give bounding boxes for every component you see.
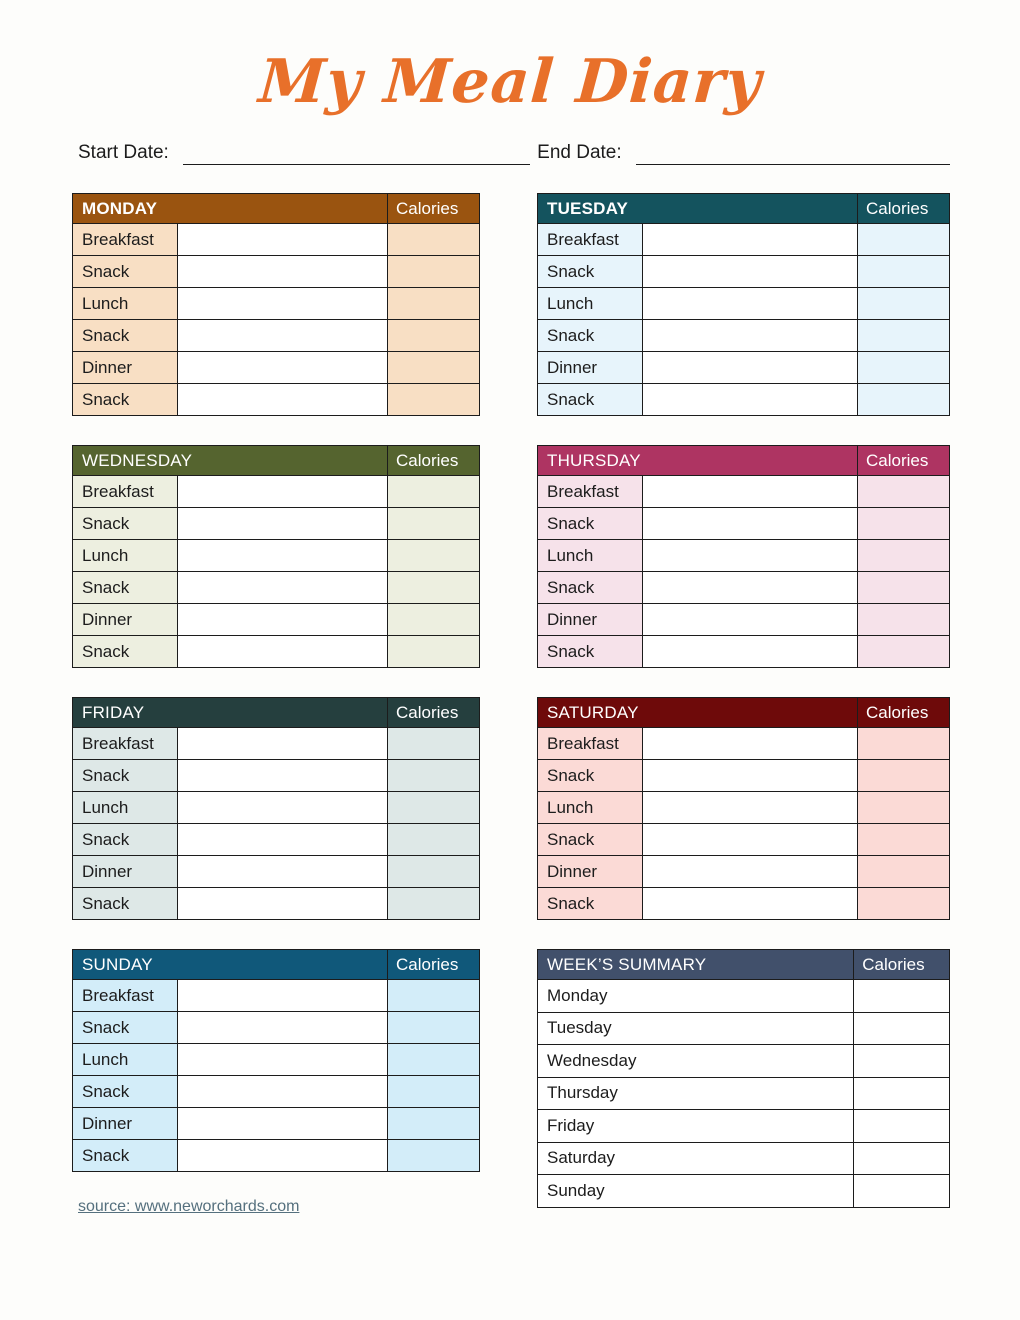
table-header-row xyxy=(73,698,480,728)
page-title: My Meal Diary xyxy=(256,47,764,117)
meal-entry-input[interactable] xyxy=(178,728,388,760)
day-table-sunday xyxy=(72,949,480,1172)
meal-label: Lunch xyxy=(73,792,178,824)
meal-entry-input[interactable] xyxy=(643,792,858,824)
day-table-monday xyxy=(72,193,480,416)
meal-calories-input[interactable] xyxy=(388,604,480,636)
meal-calories-input[interactable] xyxy=(858,384,950,416)
table-header-row xyxy=(538,698,950,728)
end-date-field[interactable] xyxy=(537,142,950,165)
meal-row xyxy=(73,888,480,920)
meal-row xyxy=(73,636,480,668)
day-name-header: TUESDAY xyxy=(538,194,858,224)
table-header-row xyxy=(73,950,480,980)
meal-label: Snack xyxy=(73,384,178,416)
summary-row xyxy=(538,1077,950,1110)
meal-entry-input[interactable] xyxy=(178,476,388,508)
meal-label: Snack xyxy=(538,760,643,792)
meal-calories-input[interactable] xyxy=(388,980,480,1012)
day-name-header: SUNDAY xyxy=(73,950,388,980)
meal-entry-input[interactable] xyxy=(178,980,388,1012)
meal-calories-input[interactable] xyxy=(388,540,480,572)
meal-calories-input[interactable] xyxy=(858,604,950,636)
day-table-friday xyxy=(72,697,480,920)
summary-row xyxy=(538,980,950,1013)
meal-row xyxy=(538,288,950,320)
summary-row xyxy=(538,1110,950,1143)
meal-label: Snack xyxy=(73,572,178,604)
summary-calories-input[interactable] xyxy=(854,1045,950,1078)
meal-calories-input[interactable] xyxy=(388,856,480,888)
summary-title-header: WEEK’S SUMMARY xyxy=(538,950,854,980)
meal-row xyxy=(538,856,950,888)
meal-label: Lunch xyxy=(73,540,178,572)
summary-row xyxy=(538,1012,950,1045)
meal-entry-input[interactable] xyxy=(178,760,388,792)
meal-row xyxy=(538,508,950,540)
meal-row xyxy=(538,476,950,508)
meal-row xyxy=(538,888,950,920)
meal-entry-input[interactable] xyxy=(178,888,388,920)
meal-row xyxy=(73,572,480,604)
meal-calories-input[interactable] xyxy=(858,856,950,888)
meal-entry-input[interactable] xyxy=(178,540,388,572)
meal-calories-input[interactable] xyxy=(388,1012,480,1044)
meal-calories-input[interactable] xyxy=(858,888,950,920)
meal-row xyxy=(73,1076,480,1108)
meal-label: Dinner xyxy=(73,604,178,636)
start-date-input[interactable] xyxy=(183,146,530,165)
calories-header: Calories xyxy=(388,446,480,476)
meal-entry-input[interactable] xyxy=(178,604,388,636)
meal-label: Lunch xyxy=(538,540,643,572)
summary-day-label: Thursday xyxy=(538,1077,854,1110)
meal-calories-input[interactable] xyxy=(858,792,950,824)
meal-entry-input[interactable] xyxy=(643,856,858,888)
meal-entry-input[interactable] xyxy=(643,224,858,256)
meal-label: Snack xyxy=(538,888,643,920)
meal-row xyxy=(73,288,480,320)
summary-calories-input[interactable] xyxy=(854,980,950,1013)
table-header-row xyxy=(538,194,950,224)
meal-calories-input[interactable] xyxy=(858,572,950,604)
meal-row xyxy=(73,1044,480,1076)
meal-calories-input[interactable] xyxy=(858,760,950,792)
table-header-row xyxy=(73,446,480,476)
meal-calories-input[interactable] xyxy=(858,288,950,320)
meal-row xyxy=(73,1012,480,1044)
meal-calories-input[interactable] xyxy=(388,888,480,920)
meal-row xyxy=(538,384,950,416)
meal-label: Snack xyxy=(538,508,643,540)
meal-calories-input[interactable] xyxy=(388,224,480,256)
meal-calories-input[interactable] xyxy=(388,256,480,288)
summary-row xyxy=(538,1175,950,1208)
meal-label: Dinner xyxy=(538,352,643,384)
meal-label: Dinner xyxy=(73,856,178,888)
meal-label: Lunch xyxy=(538,288,643,320)
meal-entry-input[interactable] xyxy=(643,320,858,352)
calories-header: Calories xyxy=(858,446,950,476)
calories-header: Calories xyxy=(858,698,950,728)
meal-row xyxy=(73,604,480,636)
meal-entry-input[interactable] xyxy=(178,1108,388,1140)
meal-calories-input[interactable] xyxy=(858,508,950,540)
meal-calories-input[interactable] xyxy=(858,320,950,352)
meal-row xyxy=(538,604,950,636)
meal-label: Breakfast xyxy=(538,728,643,760)
meal-label: Breakfast xyxy=(538,224,643,256)
meal-label: Snack xyxy=(73,1012,178,1044)
meal-row xyxy=(73,728,480,760)
calories-header: Calories xyxy=(388,698,480,728)
meal-calories-input[interactable] xyxy=(388,508,480,540)
summary-calories-input[interactable] xyxy=(854,1175,950,1208)
meal-entry-input[interactable] xyxy=(643,728,858,760)
meal-row xyxy=(73,508,480,540)
day-table-tuesday xyxy=(537,193,950,416)
meal-row xyxy=(538,636,950,668)
meal-calories-input[interactable] xyxy=(388,728,480,760)
meal-row xyxy=(538,824,950,856)
meal-label: Snack xyxy=(73,1076,178,1108)
meal-row xyxy=(73,792,480,824)
calories-header: Calories xyxy=(388,194,480,224)
meal-label: Breakfast xyxy=(73,224,178,256)
meal-row xyxy=(538,728,950,760)
meal-entry-input[interactable] xyxy=(643,288,858,320)
meal-label: Breakfast xyxy=(73,728,178,760)
meal-label: Snack xyxy=(73,320,178,352)
meal-calories-input[interactable] xyxy=(388,792,480,824)
meal-calories-input[interactable] xyxy=(388,288,480,320)
meal-row xyxy=(73,384,480,416)
meal-label: Snack xyxy=(538,824,643,856)
summary-calories-input[interactable] xyxy=(854,1012,950,1045)
date-row xyxy=(78,142,950,165)
meal-calories-input[interactable] xyxy=(388,320,480,352)
meal-row xyxy=(73,256,480,288)
meal-label: Lunch xyxy=(73,288,178,320)
meal-row xyxy=(73,476,480,508)
meal-label: Snack xyxy=(73,256,178,288)
summary-row xyxy=(538,1142,950,1175)
meal-entry-input[interactable] xyxy=(178,508,388,540)
day-name-header: FRIDAY xyxy=(73,698,388,728)
meal-row xyxy=(538,320,950,352)
meal-label: Snack xyxy=(73,824,178,856)
meal-calories-input[interactable] xyxy=(388,636,480,668)
meal-label: Snack xyxy=(538,256,643,288)
meal-label: Snack xyxy=(538,384,643,416)
start-date-label: Start Date: xyxy=(78,142,169,163)
meal-entry-input[interactable] xyxy=(178,320,388,352)
start-date-field[interactable] xyxy=(78,142,530,165)
meal-label: Snack xyxy=(538,320,643,352)
meal-row xyxy=(538,224,950,256)
meal-entry-input[interactable] xyxy=(643,760,858,792)
meal-row xyxy=(73,540,480,572)
meal-entry-input[interactable] xyxy=(643,572,858,604)
meal-calories-input[interactable] xyxy=(388,760,480,792)
meal-entry-input[interactable] xyxy=(643,540,858,572)
meal-entry-input[interactable] xyxy=(643,824,858,856)
meal-entry-input[interactable] xyxy=(178,224,388,256)
meal-label: Dinner xyxy=(73,352,178,384)
meal-label: Snack xyxy=(73,760,178,792)
meal-label: Lunch xyxy=(73,1044,178,1076)
calories-header: Calories xyxy=(388,950,480,980)
summary-day-label: Sunday xyxy=(538,1175,854,1208)
meal-label: Snack xyxy=(73,508,178,540)
meal-entry-input[interactable] xyxy=(643,352,858,384)
meal-label: Snack xyxy=(538,636,643,668)
meal-row xyxy=(73,352,480,384)
meal-label: Dinner xyxy=(538,856,643,888)
meal-entry-input[interactable] xyxy=(178,288,388,320)
meal-entry-input[interactable] xyxy=(643,508,858,540)
meal-calories-input[interactable] xyxy=(388,1076,480,1108)
meal-entry-input[interactable] xyxy=(178,1012,388,1044)
table-header-row xyxy=(538,950,950,980)
source-link[interactable]: source: www.neworchards.com xyxy=(78,1198,300,1215)
meal-calories-input[interactable] xyxy=(388,824,480,856)
summary-calories-input[interactable] xyxy=(854,1110,950,1143)
meal-entry-input[interactable] xyxy=(178,256,388,288)
day-table-wednesday xyxy=(72,445,480,668)
day-name-header: MONDAY xyxy=(73,194,388,224)
meal-entry-input[interactable] xyxy=(178,572,388,604)
meal-entry-input[interactable] xyxy=(178,1044,388,1076)
meal-row xyxy=(538,256,950,288)
title-container xyxy=(0,0,1020,117)
meal-label: Breakfast xyxy=(538,476,643,508)
day-table-thursday xyxy=(537,445,950,668)
table-header-row xyxy=(73,194,480,224)
summary-day-label: Tuesday xyxy=(538,1012,854,1045)
meal-entry-input[interactable] xyxy=(178,792,388,824)
meal-entry-input[interactable] xyxy=(643,476,858,508)
meal-calories-input[interactable] xyxy=(388,384,480,416)
meal-entry-input[interactable] xyxy=(643,384,858,416)
end-date-label: End Date: xyxy=(537,142,622,163)
meal-row xyxy=(73,224,480,256)
day-name-header: WEDNESDAY xyxy=(73,446,388,476)
meal-row xyxy=(73,1108,480,1140)
meal-calories-input[interactable] xyxy=(388,572,480,604)
meal-label: Dinner xyxy=(538,604,643,636)
meal-label: Snack xyxy=(73,888,178,920)
meal-label: Snack xyxy=(73,636,178,668)
meal-calories-input[interactable] xyxy=(388,1108,480,1140)
meal-calories-input[interactable] xyxy=(858,824,950,856)
summary-day-label: Friday xyxy=(538,1110,854,1143)
meal-entry-input[interactable] xyxy=(643,256,858,288)
meal-label: Snack xyxy=(538,572,643,604)
meal-entry-input[interactable] xyxy=(178,1140,388,1172)
meal-row xyxy=(73,824,480,856)
meal-calories-input[interactable] xyxy=(388,1044,480,1076)
meal-row xyxy=(538,540,950,572)
day-name-header: THURSDAY xyxy=(538,446,858,476)
day-table-saturday xyxy=(537,697,950,920)
meal-row xyxy=(538,352,950,384)
meal-entry-input[interactable] xyxy=(643,888,858,920)
meal-calories-input[interactable] xyxy=(858,540,950,572)
meal-entry-input[interactable] xyxy=(643,604,858,636)
summary-day-label: Wednesday xyxy=(538,1045,854,1078)
meal-entry-input[interactable] xyxy=(643,636,858,668)
day-name-header: SATURDAY xyxy=(538,698,858,728)
meal-calories-input[interactable] xyxy=(858,224,950,256)
meal-row xyxy=(73,320,480,352)
meal-calories-input[interactable] xyxy=(858,728,950,760)
meal-label: Dinner xyxy=(73,1108,178,1140)
day-tables-grid xyxy=(0,193,1020,1208)
meal-entry-input[interactable] xyxy=(178,824,388,856)
summary-day-label: Saturday xyxy=(538,1142,854,1175)
meal-calories-input[interactable] xyxy=(858,256,950,288)
meal-label: Lunch xyxy=(538,792,643,824)
meal-label: Breakfast xyxy=(73,476,178,508)
meal-entry-input[interactable] xyxy=(178,384,388,416)
meal-calories-input[interactable] xyxy=(858,476,950,508)
meal-entry-input[interactable] xyxy=(178,636,388,668)
meal-calories-input[interactable] xyxy=(388,352,480,384)
summary-day-label: Monday xyxy=(538,980,854,1013)
summary-calories-input[interactable] xyxy=(854,1142,950,1175)
week-summary-table xyxy=(537,949,950,1208)
meal-row xyxy=(538,760,950,792)
meal-calories-input[interactable] xyxy=(388,476,480,508)
summary-row xyxy=(538,1045,950,1078)
meal-entry-input[interactable] xyxy=(178,352,388,384)
meal-entry-input[interactable] xyxy=(178,856,388,888)
meal-row xyxy=(73,760,480,792)
meal-label: Breakfast xyxy=(73,980,178,1012)
meal-row xyxy=(73,980,480,1012)
meal-row xyxy=(538,792,950,824)
meal-calories-input[interactable] xyxy=(858,636,950,668)
meal-row xyxy=(538,572,950,604)
calories-header: Calories xyxy=(854,950,950,980)
meal-row xyxy=(73,856,480,888)
meal-entry-input[interactable] xyxy=(178,1076,388,1108)
end-date-input[interactable] xyxy=(636,146,950,165)
table-header-row xyxy=(538,446,950,476)
calories-header: Calories xyxy=(858,194,950,224)
meal-label: Snack xyxy=(73,1140,178,1172)
meal-row xyxy=(73,1140,480,1172)
meal-calories-input[interactable] xyxy=(858,352,950,384)
summary-calories-input[interactable] xyxy=(854,1077,950,1110)
meal-calories-input[interactable] xyxy=(388,1140,480,1172)
